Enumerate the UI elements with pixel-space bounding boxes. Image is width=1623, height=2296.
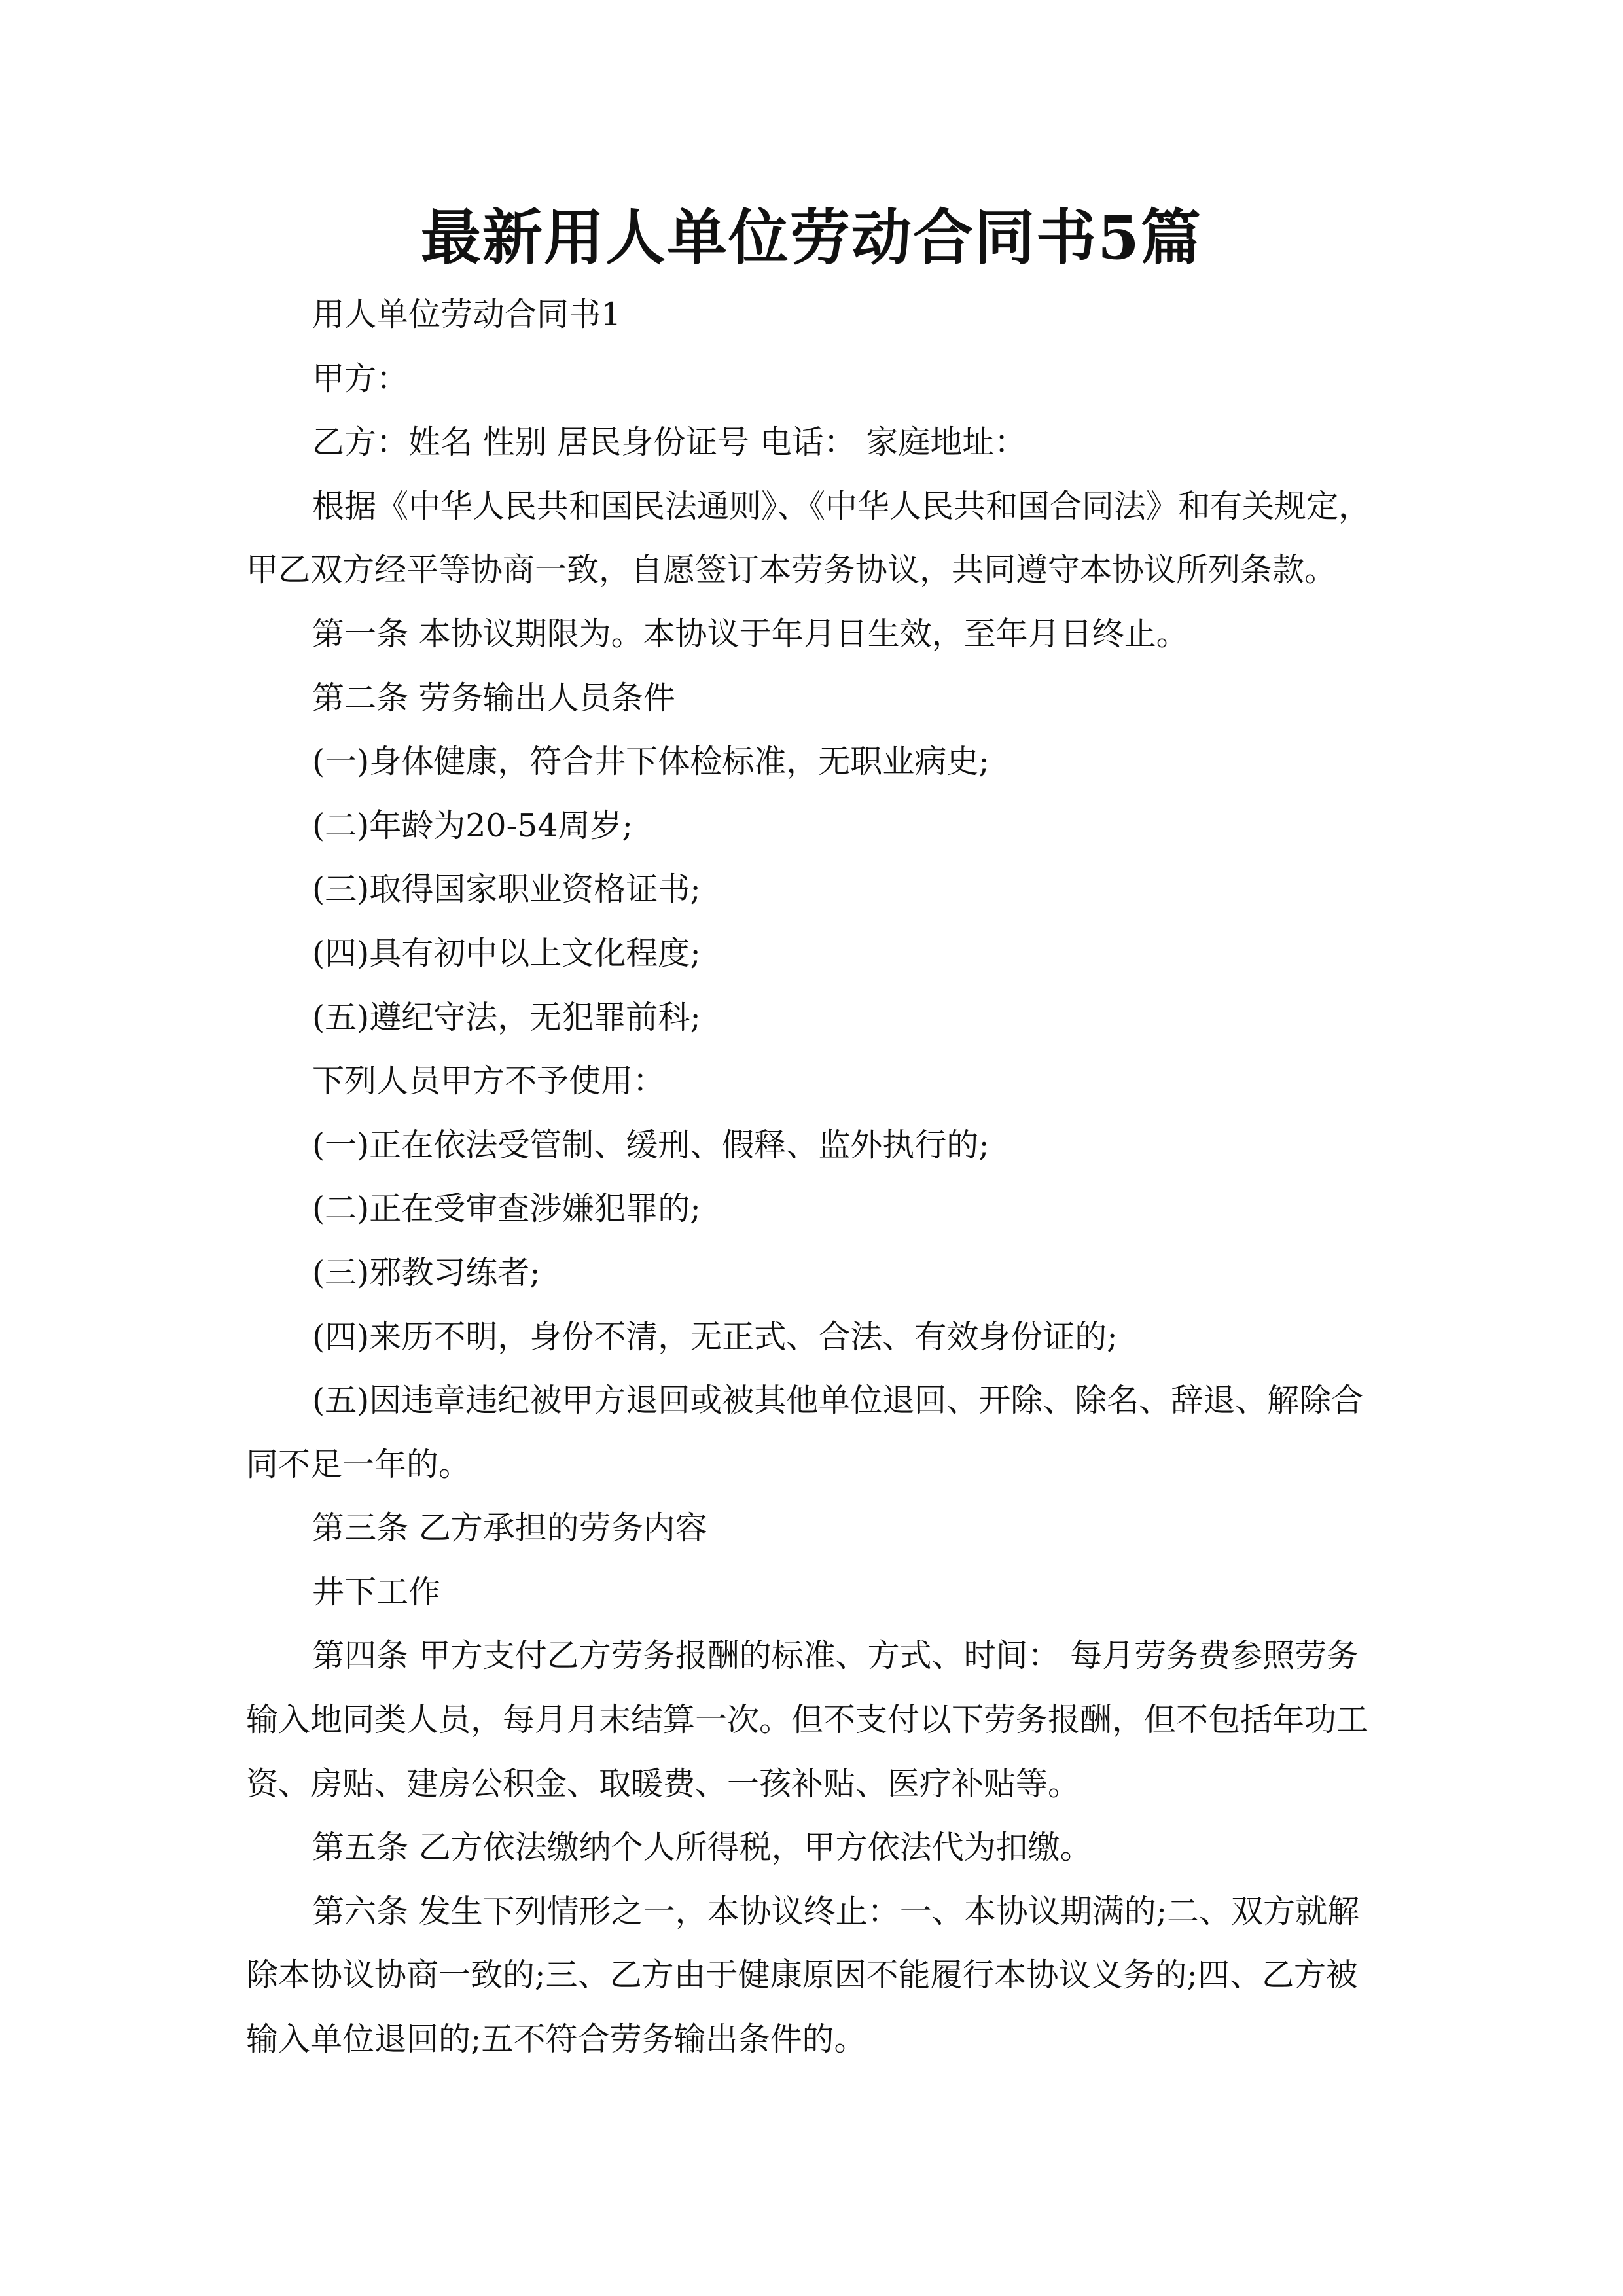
paragraph — [246, 602, 1398, 666]
paragraph-line: 甲乙双方经平等协商一致，自愿签订本劳务协议，共同遵守本协议所列条款。 — [246, 551, 1337, 589]
paragraph-line: 除本协议协商一致的;三、乙方由于健康原因不能履行本协议义务的;四、乙方被 — [246, 1956, 1359, 1994]
paragraph-line: (三)邪教习练者; — [312, 1253, 541, 1291]
paragraph — [246, 475, 1398, 602]
paragraph — [246, 1177, 1398, 1241]
paragraph — [246, 1113, 1398, 1177]
paragraph-line: 第六条 发生下列情形之一，本协议终止：一、本协议期满的;二、双方就解 — [312, 1892, 1360, 1930]
paragraph-line: 井下工作 — [312, 1573, 441, 1611]
paragraph-line: 输入单位退回的;五不符合劳务输出条件的。 — [246, 2020, 866, 2058]
paragraph — [246, 347, 1398, 411]
paragraph-line: 输入地同类人员，每月月末结算一次。但不支付以下劳务报酬，但不包括年功工 — [246, 1701, 1369, 1739]
paragraph — [246, 1560, 1398, 1624]
paragraph-line: (五)因违章违纪被甲方退回或被其他单位退回、开除、除名、辞退、解除合 — [312, 1382, 1364, 1420]
paragraph-line: (二)年龄为20-54周岁; — [312, 806, 633, 844]
paragraph-line: 第四条 甲方支付乙方劳务报酬的标准、方式、时间： 每月劳务费参照劳务 — [312, 1637, 1359, 1675]
paragraph-line: 第五条 乙方依法缴纳个人所得税，甲方依法代为扣缴。 — [312, 1829, 1092, 1867]
paragraph — [246, 730, 1398, 794]
paragraph-line: 根据《中华人民共和国民法通则》、《中华人民共和国合同法》和有关规定， — [312, 487, 1371, 525]
paragraph-line: 第三条 乙方承担的劳务内容 — [312, 1509, 707, 1547]
paragraph — [246, 1369, 1398, 1496]
paragraph — [246, 666, 1398, 730]
paragraph — [246, 1880, 1398, 2072]
paragraph-line: 资、房贴、建房公积金、取暖费、一孩补贴、医疗补贴等。 — [246, 1765, 1080, 1803]
paragraph-line: (四)具有初中以上文化程度; — [312, 934, 701, 972]
paragraph-line: 用人单位劳动合同书1 — [312, 296, 622, 333]
paragraph-line: (四)来历不明，身份不清，无正式、合法、有效身份证的; — [312, 1318, 1118, 1355]
paragraph — [246, 1241, 1398, 1305]
document-title: 最新用人单位劳动合同书5篇 — [420, 202, 1202, 273]
paragraph — [246, 1816, 1398, 1880]
paragraph-line: 甲方： — [312, 359, 409, 397]
paragraph-line: 第一条 本协议期限为。本协议于年月日生效，至年月日终止。 — [312, 615, 1188, 653]
document-body — [246, 283, 1398, 2072]
paragraph-line: (一)身体健康，符合井下体检标准，无职业病史; — [312, 743, 990, 781]
paragraph-line: (一)正在依法受管制、缓刑、假释、监外执行的; — [312, 1126, 990, 1164]
paragraph — [246, 1496, 1398, 1560]
paragraph-line: (二)正在受审查涉嫌犯罪的; — [312, 1190, 701, 1228]
paragraph-line: (三)取得国家职业资格证书; — [312, 870, 701, 908]
paragraph-line: 乙方：姓名 性别 居民身份证号 电话： 家庭地址： — [312, 423, 1027, 461]
paragraph-line: (五)遵纪守法，无犯罪前科; — [312, 998, 701, 1036]
paragraph — [246, 857, 1398, 922]
paragraph — [246, 986, 1398, 1050]
paragraph-line: 第二条 劳务输出人员条件 — [312, 679, 675, 717]
paragraph — [246, 1624, 1398, 1816]
paragraph — [246, 1305, 1398, 1369]
paragraph — [246, 283, 1398, 347]
paragraph — [246, 922, 1398, 986]
paragraph — [246, 794, 1398, 858]
paragraph — [246, 1049, 1398, 1113]
paragraph — [246, 410, 1398, 475]
paragraph-line: 同不足一年的。 — [246, 1445, 471, 1483]
paragraph-line: 下列人员甲方不予使用： — [312, 1062, 666, 1100]
